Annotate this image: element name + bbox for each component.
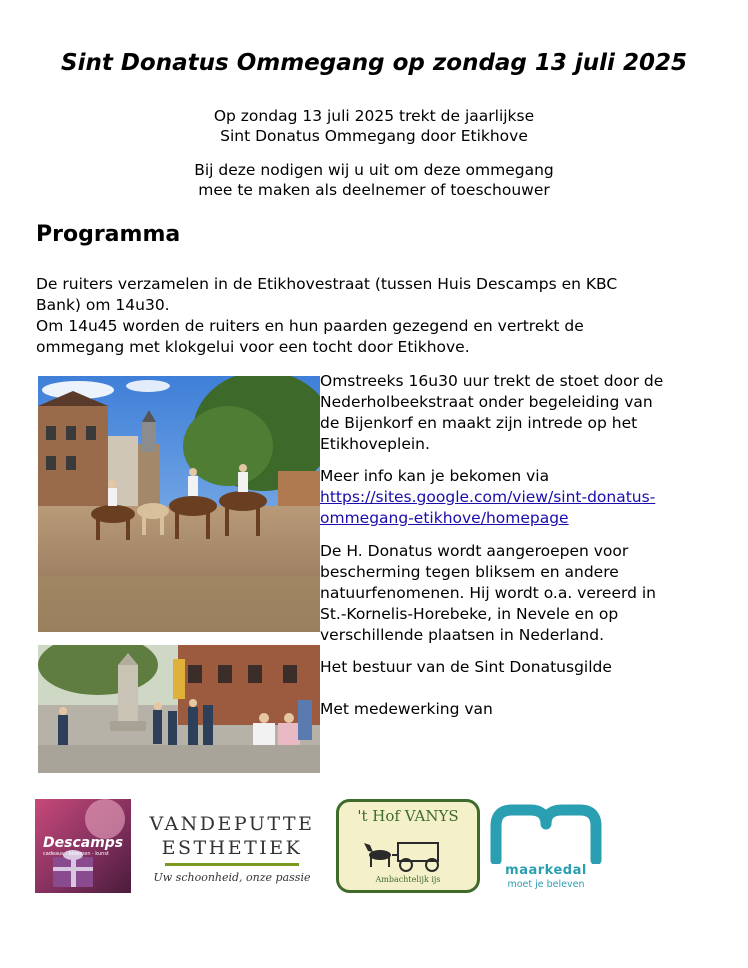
link-line[interactable]: ommegang-etikhove/homepage [320, 509, 569, 527]
intro-line: mee te maken als deelnemer of toeschouwer [198, 181, 550, 199]
vandeputte-tagline: Uw schoonheid, onze passie [153, 871, 311, 884]
photo-riders-on-horses [38, 376, 320, 632]
esthetiek-wordmark: ESTHETIEK [161, 837, 303, 859]
paragraph-line: St.-Kornelis-Horebeke, in Nevele en op [320, 605, 619, 623]
intro-line: Bij deze nodigen wij u uit om deze ommegang [194, 161, 554, 179]
paragraph-line: Etikhoveplein. [320, 435, 430, 453]
descamps-wordmark: Descamps [43, 835, 124, 851]
intro-line: Op zondag 13 juli 2025 trekt de jaarlijkse [213, 107, 535, 125]
page-title: Sint Donatus Ommegang op zondag 13 juli 2025 [61, 50, 687, 76]
intro-paragraph-1 [0, 106, 748, 146]
bestuur-line: Het bestuur van de Sint Donatusgilde [320, 658, 612, 676]
vandeputte-esthetiek-logo [146, 812, 318, 892]
maarkedal-wordmark: maarkedal [505, 863, 587, 878]
hof-vanys-logo [336, 799, 480, 893]
maarkedal-tagline: moet je beleven [507, 879, 585, 890]
descamps-logo [35, 799, 131, 893]
paragraph-line: Nederholbeekstraat onder begeleiding van [320, 393, 653, 411]
intro-line: Sint Donatus Ommegang door Etikhove [220, 127, 528, 145]
maarkedal-logo [490, 804, 602, 892]
website-link[interactable] [320, 487, 730, 529]
info-label: Meer info kan je bekomen via [320, 467, 550, 485]
paragraph-line: Om 14u45 worden de ruiters en hun paarden gezegend en vertrekt de [36, 317, 584, 335]
paragraph-line: de Bijenkorf en maakt zijn intrede op het [320, 414, 638, 432]
donatus-paragraph [320, 541, 730, 646]
info-paragraph [320, 466, 730, 529]
paragraph-line: natuurfenomenen. Hij wordt o.a. vereerd in [320, 584, 656, 602]
descamps-tagline: cadeaus · bloemen · kunst [43, 851, 109, 857]
vandeputte-underline [165, 863, 299, 866]
photo-procession-monument [38, 645, 320, 773]
hof-vanys-wordmark: 't Hof VANYS [357, 807, 459, 825]
medewerking-line: Met medewerking van [320, 700, 493, 718]
intro-paragraph-2 [0, 160, 748, 200]
link-line[interactable]: https://sites.google.com/view/sint-donatus- [320, 488, 656, 506]
paragraph-line: Bank) om 14u30. [36, 296, 170, 314]
paragraph-line: De H. Donatus wordt aangeroepen voor [320, 542, 629, 560]
programma-paragraph-1 [36, 274, 716, 358]
programma-heading: Programma [36, 222, 181, 247]
paragraph-line: bescherming tegen bliksem en andere [320, 563, 619, 581]
paragraph-line: ommegang met klokgelui voor een tocht door Etikhove. [36, 338, 470, 356]
paragraph-line: Omstreeks 16u30 uur trekt de stoet door de [320, 372, 664, 390]
stoet-paragraph [320, 371, 730, 455]
hof-vanys-tagline: Ambachtelijk ijs [375, 875, 441, 884]
vandeputte-wordmark: VANDEPUTTE [149, 813, 315, 835]
paragraph-line: De ruiters verzamelen in de Etikhovestraat (tussen Huis Descamps en KBC [36, 275, 618, 293]
paragraph-line: verschillende plaatsen in Nederland. [320, 626, 604, 644]
